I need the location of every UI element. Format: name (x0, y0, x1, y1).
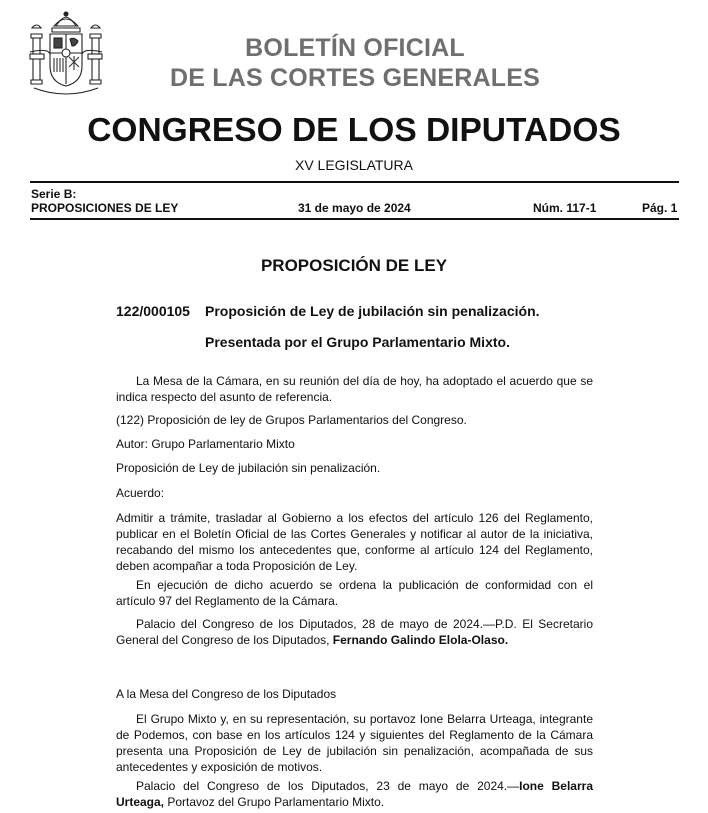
legislature-label: XV LEGISLATURA (294, 157, 413, 173)
paragraph-mesa-agreement (116, 373, 593, 405)
signer-name: Ione Belarra Urteaga, (116, 779, 593, 809)
coat-of-arms-icon (28, 8, 104, 100)
paragraph-addressee (116, 686, 593, 702)
header-top-rule (30, 181, 679, 183)
paragraph-category (116, 412, 593, 428)
signer-role: Portavoz del Grupo Parlamentario Mixto. (164, 795, 385, 809)
paragraph-author (116, 436, 593, 452)
paragraph-bill-name (116, 460, 593, 476)
masthead-line-2: DE LAS CORTES GENERALES (170, 64, 540, 92)
paragraph-signature-2 (116, 778, 593, 810)
presented-by: Presentada por el Grupo Parlamentario Mixto. (205, 334, 510, 350)
paragraph-acuerdo-body (116, 510, 593, 574)
paragraph-text: Proposición de Ley de jubilación sin penalización. (116, 461, 381, 475)
paragraph-signature-1 (116, 616, 593, 648)
paragraph-text: Acuerdo: (116, 486, 165, 500)
paragraph-presentation (116, 711, 593, 775)
paragraph-acuerdo-label (116, 485, 593, 501)
chamber-title: CONGRESO DE LOS DIPUTADOS (87, 112, 621, 149)
signature-text: Palacio del Congreso de los Diputados, 28 de mayo de 2024.—P.D. El Secretario General del Congreso de los Diputados, (116, 617, 593, 647)
signer-name: Fernando Galindo Elola-Olaso. (332, 633, 509, 647)
paragraph-text: A la Mesa del Congreso de los Diputados (116, 687, 337, 701)
issue-number: Núm. 117-1 (533, 201, 597, 215)
section-label: PROPOSICIONES DE LEY (31, 201, 179, 215)
paragraph-execution (116, 577, 593, 609)
paragraph-text: Admitir a trámite, trasladar al Gobierno a los efectos del artículo 126 del Reglamento, publicar en el Boletín Oficial de las Cortes Generales y notificar al autor de la iniciativa, recabando del mismo los antecedentes que, conforme al artículo 124 del Reglamento, deben acompañar a toda Proposición de Ley. (116, 511, 593, 573)
series-label: Serie B: (31, 187, 77, 201)
publication-date: 31 de mayo de 2024 (298, 201, 411, 215)
signature-text: Palacio del Congreso de los Diputados, 23 de mayo de 2024.— (136, 779, 520, 793)
page-number: Pág. 1 (642, 201, 678, 215)
document-type-title: PROPOSICIÓN DE LEY (260, 256, 448, 275)
file-number: 122/000105 (116, 303, 190, 319)
masthead-line-1: BOLETÍN OFICIAL (245, 34, 465, 62)
bill-title: Proposición de Ley de jubilación sin penalización. (205, 303, 540, 319)
paragraph-text: En ejecución de dicho acuerdo se ordena la publicación de conformidad con el artículo 97 del Reglamento de la Cámara. (116, 578, 593, 608)
header-bottom-rule (30, 218, 679, 220)
paragraph-text: La Mesa de la Cámara, en su reunión del día de hoy, ha adoptado el acuerdo que se indica respecto del asunto de referencia. (116, 374, 593, 404)
paragraph-text: Autor: Grupo Parlamentario Mixto (116, 437, 295, 451)
paragraph-text: El Grupo Mixto y, en su representación, su portavoz Ione Belarra Urteaga, integrante de Podemos, con base en los artículos 124 y siguientes del Reglamento de la Cámara presenta una Proposición de Ley de jubilación sin penalización, acompañada de sus antecedentes y exposición de motivos. (116, 712, 593, 774)
paragraph-text: (122) Proposición de ley de Grupos Parlamentarios del Congreso. (116, 413, 467, 427)
